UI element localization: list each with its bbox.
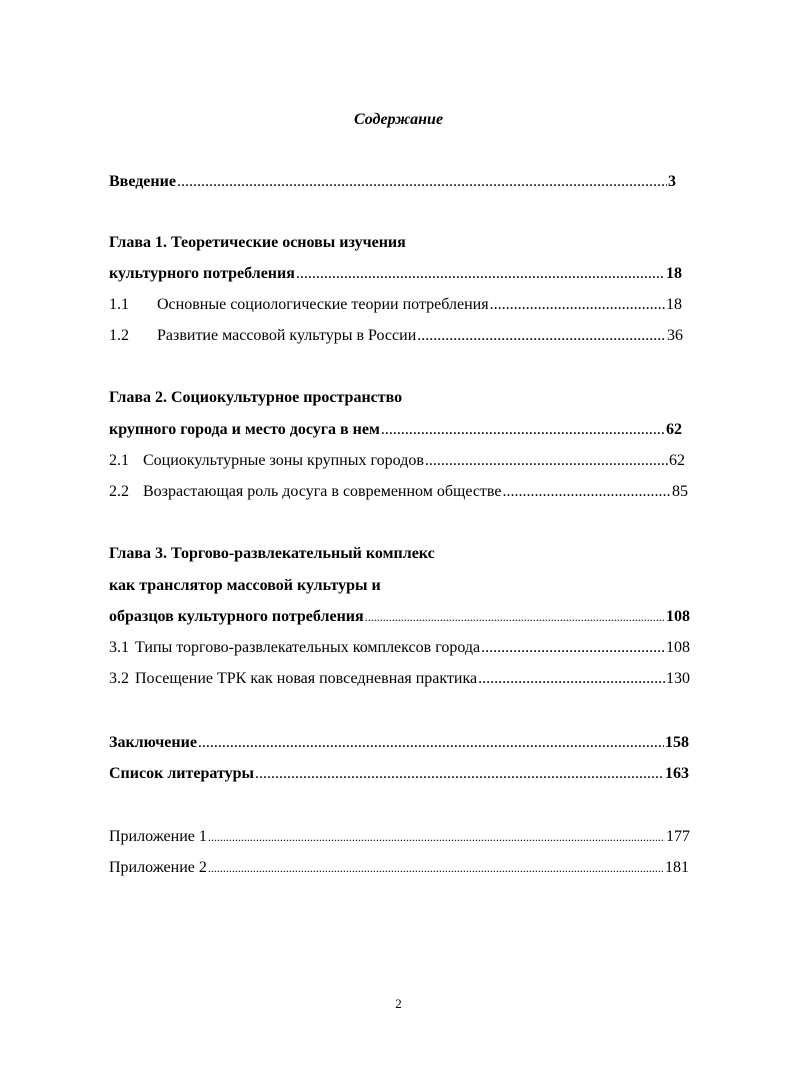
toc-entry-page: 163: [665, 765, 689, 782]
chapter-1-heading: [109, 231, 406, 255]
toc-entry-label: культурного потребления: [109, 265, 295, 282]
toc-entry-page: 108: [666, 639, 690, 656]
toc-entry-section-1-1: [109, 293, 682, 317]
toc-entry-label: Приложение 2: [109, 859, 207, 876]
toc-entry-page: 158: [665, 734, 689, 751]
toc-entry-page: 62: [666, 421, 682, 438]
dot-leader: [425, 449, 668, 473]
dot-leader: [296, 262, 665, 286]
dot-leader: [502, 480, 671, 504]
dot-leader: [490, 293, 665, 317]
page-number: 2: [395, 996, 402, 1011]
chapter-2-title-line: Глава 2. Социокультурное пространство: [109, 389, 403, 406]
toc-entry-section-2-1: [109, 449, 685, 473]
toc-entry-label: Развитие массовой культуры в России: [157, 327, 417, 344]
page-title: Содержание: [353, 111, 444, 128]
toc-entry-conclusion: [109, 731, 689, 755]
chapter-3-heading-line-2: [109, 574, 381, 598]
chapter-3-heading: [109, 542, 435, 566]
section-number: 1.1: [109, 296, 129, 313]
toc-entry-label: крупного города и место досуга в нем: [109, 421, 380, 438]
dot-leader: [381, 418, 665, 442]
dot-leader: [208, 856, 664, 880]
section-number: 2.1: [109, 452, 129, 469]
toc-entry-section-3-2: [109, 667, 690, 691]
toc-entry-label: Основные социологические теории потребления: [157, 296, 489, 313]
toc-entry-chapter-2: [109, 418, 682, 442]
toc-entry-appendix-2: [109, 856, 689, 880]
toc-entry-bibliography: [109, 762, 689, 786]
toc-entry-page: 108: [666, 608, 690, 625]
toc-entry-label: Введение: [109, 173, 176, 190]
toc-entry-section-2-2: [109, 480, 688, 504]
toc-entry-label: Посещение ТРК как новая повседневная практика: [135, 670, 478, 687]
chapter-3-title-line: как транслятор массовой культуры и: [109, 577, 381, 594]
toc-entry-label: Возрастающая роль досуга в современном обществе: [143, 483, 502, 500]
toc-entry-label: Социокультурные зоны крупных городов: [143, 452, 424, 469]
section-number: 3.2: [109, 670, 129, 687]
toc-entry-chapter-3: [109, 605, 690, 629]
section-number: 1.2: [109, 327, 129, 344]
toc-entry-label: Типы торгово-развлекательных комплексов города: [135, 639, 481, 656]
toc-entry-intro: [109, 170, 676, 194]
dot-leader: [481, 636, 665, 660]
section-number: 3.1: [109, 639, 129, 656]
dot-leader: [417, 324, 666, 348]
toc-entry-label: Приложение 1: [109, 828, 207, 845]
toc-entry-page: 18: [666, 265, 682, 282]
dot-leader: [255, 762, 664, 786]
dot-leader: [208, 825, 665, 849]
toc-entry-page: 18: [666, 296, 682, 313]
toc-entry-page: 130: [666, 670, 690, 687]
toc-entry-appendix-1: [109, 825, 690, 849]
toc-entry-label: Заключение: [109, 734, 197, 751]
dot-leader: [177, 170, 667, 194]
chapter-1-title-line: Глава 1. Теоретические основы изучения: [109, 234, 406, 251]
chapter-3-title-line: Глава 3. Торгово-развлекательный комплекс: [109, 545, 435, 562]
toc-entry-page: 62: [669, 452, 685, 469]
dot-leader: [365, 605, 665, 629]
toc-entry-page: 36: [667, 327, 683, 344]
chapter-2-heading: [109, 386, 402, 410]
dot-leader: [478, 667, 665, 691]
toc-entry-page: 181: [665, 859, 689, 876]
toc-entry-label: образцов культурного потребления: [109, 608, 364, 625]
toc-entry-page: 177: [666, 828, 690, 845]
toc-entry-label: Список литературы: [109, 765, 254, 782]
toc-entry-page: 85: [672, 483, 688, 500]
toc-entry-section-1-2: [109, 324, 683, 348]
toc-entry-chapter-1: [109, 262, 682, 286]
dot-leader: [198, 731, 664, 755]
toc-entry-page: 3: [668, 173, 676, 190]
section-number: 2.2: [109, 483, 129, 500]
toc-entry-section-3-1: [109, 636, 690, 660]
